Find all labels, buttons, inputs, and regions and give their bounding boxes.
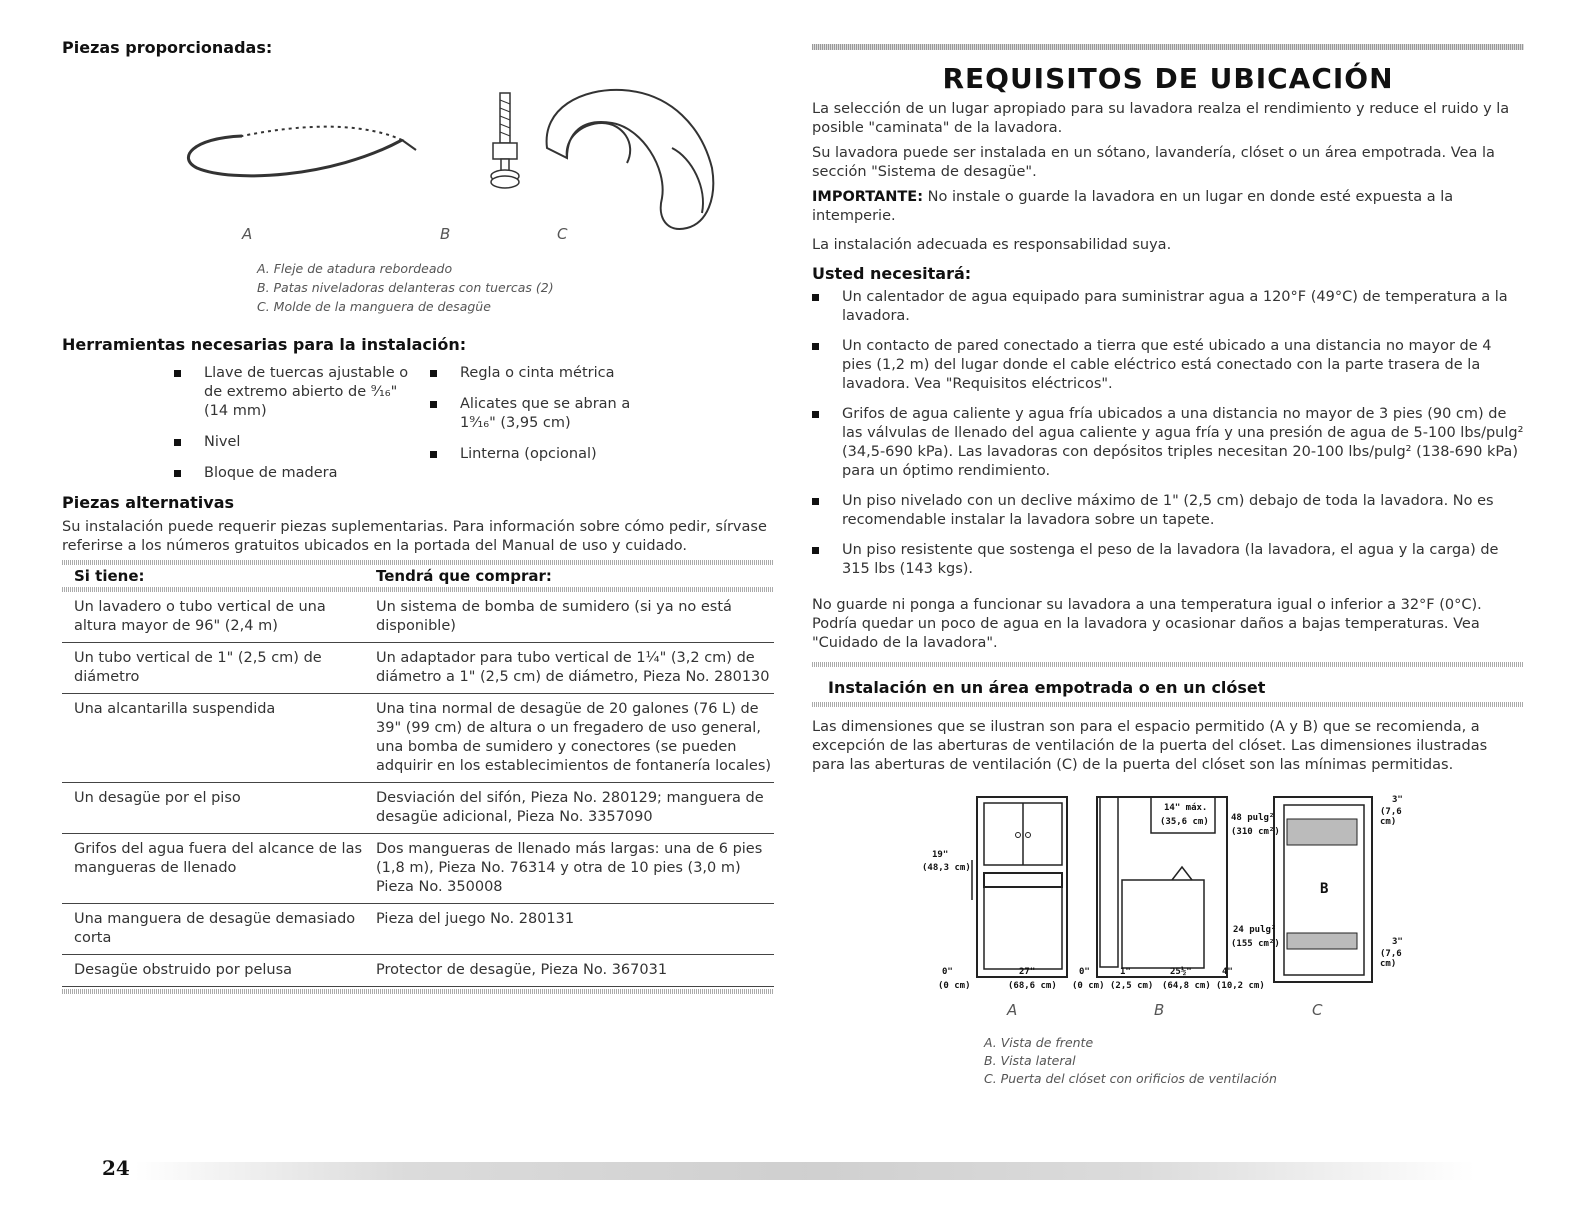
diagram-labels <box>922 785 1403 1015</box>
diagram-caption-c: C. Puerta del clóset con orificios de ventilación <box>984 1071 1277 1086</box>
table-row <box>62 834 774 904</box>
tool-item: Llave de tuercas ajustable o de extremo abierto de ⁹⁄₁₆" (14 mm) <box>174 364 409 421</box>
responsibility-text: La instalación adecuada es responsabilidad suya. <box>812 237 1172 253</box>
tools-heading: Herramientas necesarias para la instalación: <box>62 335 467 354</box>
label-b-zero-cm: (0 cm) <box>1072 981 1105 991</box>
hose-form-icon <box>547 90 714 229</box>
label-b-one: 1" <box>1120 967 1131 977</box>
table-row <box>62 904 774 955</box>
diagram-letter-b: B <box>1154 1001 1165 1019</box>
label-b-four-cm: (10,2 cm) <box>1216 981 1265 991</box>
label-c-bot-area: 24 pulg² <box>1233 925 1277 935</box>
tools-list-1 <box>174 364 409 483</box>
parts-illustration <box>172 88 732 248</box>
parts-caption-b: B. Patas niveladoras delanteras con tuercas (2) <box>257 280 554 295</box>
parts-caption-a: A. Fleje de atadura rebordeado <box>257 261 453 276</box>
cell-tendra-que-comprar: Dos mangueras de llenado más largas: una de 6 pies (1,8 m), Pieza No. 76314 y otra de 10 pies (3,0 m) Pieza No. 350008 <box>364 834 774 904</box>
label-a-height-cm: (48,3 cm) <box>922 863 971 873</box>
cell-tendra-que-comprar: Protector de desagüe, Pieza No. 367031 <box>364 955 774 987</box>
alt-parts-text: Su instalación puede requerir piezas suplementarias. Para información sobre cómo pedir, sírvase referirse a los números gratuitos ubicados en la portada del Manual de uso y cuidado. <box>62 519 767 554</box>
label-c-three-top-cm: (7,6 cm) <box>1380 807 1402 827</box>
need-heading: Usted necesitará: <box>812 264 972 283</box>
strap-icon <box>188 127 416 176</box>
diagram-caption-a: A. Vista de frente <box>984 1035 1094 1050</box>
important-label: IMPORTANTE: <box>812 189 924 205</box>
label-a-zero: 0" <box>942 967 953 977</box>
tool-item: Regla o cinta métrica <box>430 364 665 383</box>
diagram-letter-c: C <box>1312 1001 1323 1019</box>
parts-table <box>62 560 774 994</box>
need-item: Grifos de agua caliente y agua fría ubicados a una distancia no mayor de 3 pies (90 cm) de las válvulas de llenado del agua caliente y agua fría y una presión de agua de 5-100 lbs/pulg² (34,5-690 kPa). Las lavadoras con depósitos triples necesitan 20-100 lbs/pulg² (138-690 kPa) para un óptimo rendimiento. <box>812 405 1524 481</box>
parts-caption-c: C. Molde de la manguera de desagüe <box>257 299 491 314</box>
alt-parts-heading: Piezas alternativas <box>62 493 235 512</box>
cell-tendra-que-comprar: Pieza del juego No. 280131 <box>364 904 774 955</box>
table-header: Tendrá que comprar: <box>376 567 552 585</box>
need-item: Un contacto de pared conectado a tierra que esté ubicado a una distancia no mayor de 4 pies (1,2 m) del lugar donde el cable eléctrico está conectado con la parte trasera de la lavadora. Vea "Requisitos eléctricos". <box>812 337 1524 394</box>
temperature-paragraph: No guarde ni ponga a funcionar su lavadora a una temperatura igual o inferior a 32°F (0°C). Podría quedar un poco de agua en la lavadora y ocasionar daños a bajas temperaturas. Vea "Cuidado de la lavadora". <box>812 597 1482 651</box>
label-c-top-area-cm: (310 cm²) <box>1231 827 1280 837</box>
table-row <box>62 694 774 783</box>
tool-item: Bloque de madera <box>174 464 409 483</box>
part-letter-a: A <box>242 225 253 243</box>
cell-si-tiene: Desagüe obstruido por pelusa <box>62 955 364 987</box>
part-letter-c: C <box>557 225 568 243</box>
label-b-depth: 25½" <box>1170 967 1192 977</box>
table-row <box>62 592 774 643</box>
cell-tendra-que-comprar: Un sistema de bomba de sumidero (si ya no está disponible) <box>364 592 774 643</box>
cell-si-tiene: Un desagüe por el piso <box>62 783 364 834</box>
page-title: REQUISITOS DE UBICACIÓN <box>942 62 1394 95</box>
cell-si-tiene: Grifos del agua fuera del alcance de las mangueras de llenado <box>62 834 364 904</box>
label-a-zero-cm: (0 cm) <box>938 981 971 991</box>
important-text: No instale o guarde la lavadora en un lugar en donde esté expuesta a la intemperie. <box>812 189 1454 224</box>
label-c-top-area: 48 pulg² <box>1231 813 1275 823</box>
need-item: Un piso resistente que sostenga el peso de la lavadora (la lavadora, el agua y la carga) de 315 lbs (143 kgs). <box>812 541 1524 579</box>
intro-paragraph: La selección de un lugar apropiado para su lavadora realza el rendimiento y reduce el ruido y la posible "caminata" de la lavadora. <box>812 101 1510 136</box>
cell-tendra-que-comprar: Desviación del sifón, Pieza No. 280129; manguera de desagüe adicional, Pieza No. 3357090 <box>364 783 774 834</box>
label-c-b-letter: B <box>1320 881 1329 897</box>
label-b-top-cm: (35,6 cm) <box>1160 817 1209 827</box>
cell-si-tiene: Un lavadero o tubo vertical de una altura mayor de 96" (2,4 m) <box>62 592 364 643</box>
diagram-letter-a: A <box>1007 1001 1018 1019</box>
table-header: Si tiene: <box>74 567 145 585</box>
label-a-width: 27" <box>1019 967 1036 977</box>
need-item: Un piso nivelado con un declive máximo de 1" (2,5 cm) debajo de toda la lavadora. No es recomendable instalar la lavadora sobre un tapete. <box>812 492 1524 530</box>
label-c-three-top: 3" <box>1392 795 1403 805</box>
need-item: Un calentador de agua equipado para suministrar agua a 120°F (49°C) de temperatura a la lavadora. <box>812 288 1524 326</box>
label-b-one-cm: (2,5 cm) <box>1110 981 1154 991</box>
label-c-three-bot: 3" <box>1392 937 1403 947</box>
label-a-height: 19" <box>932 850 949 860</box>
label-b-four: 4" <box>1222 967 1233 977</box>
footer-band <box>135 1162 1475 1180</box>
label-b-depth-cm: (64,8 cm) <box>1162 981 1211 991</box>
parts-heading: Piezas proporcionadas: <box>62 38 273 57</box>
cell-tendra-que-comprar: Un adaptador para tubo vertical de 1¼" (3,2 cm) de diámetro a 1" (2,5 cm) de diámetro, Pieza No. 280130 <box>364 643 774 694</box>
table-row <box>62 643 774 694</box>
label-c-bot-area-cm: (155 cm²) <box>1231 939 1280 949</box>
tool-item: Linterna (opcional) <box>430 445 665 464</box>
important-paragraph <box>812 188 1524 226</box>
need-list <box>812 288 1524 579</box>
label-b-top: 14" máx. <box>1164 803 1208 813</box>
tool-item: Alicates que se abran a 1⁹⁄₁₆" (3,95 cm) <box>430 395 665 433</box>
tools-list-2 <box>430 364 665 464</box>
part-letter-b: B <box>440 225 451 243</box>
table-row <box>62 783 774 834</box>
cell-si-tiene: Un tubo vertical de 1" (2,5 cm) de diámetro <box>62 643 364 694</box>
tool-item: Nivel <box>174 433 409 452</box>
cell-si-tiene: Una manguera de desagüe demasiado corta <box>62 904 364 955</box>
location-paragraph: Su lavadora puede ser instalada en un sótano, lavandería, clóset o un área empotrada. Vea la sección "Sistema de desagüe". <box>812 145 1495 180</box>
cell-si-tiene: Una alcantarilla suspendida <box>62 694 364 783</box>
leveling-leg-icon <box>491 93 519 188</box>
table-row <box>62 955 774 987</box>
closet-heading: Instalación en un área empotrada o en un clóset <box>828 678 1266 697</box>
diagram-caption-b: B. Vista lateral <box>984 1053 1076 1068</box>
label-b-zero: 0" <box>1079 967 1090 977</box>
cell-tendra-que-comprar: Una tina normal de desagüe de 20 galones (76 L) de 39" (99 cm) de altura o un fregadero de uso general, una bomba de sumidero y conectores (se pueden adquirir en los establecimientos de fontanería locales) <box>364 694 774 783</box>
page-number: 24 <box>102 1156 130 1180</box>
closet-paragraph: Las dimensiones que se ilustran son para el espacio permitido (A y B) que se recomienda, a excepción de las aberturas de ventilación de la puerta del clóset. Las dimensiones ilustradas para las aberturas de ventilación (C) de la puerta del clóset son las mínimas permitidas. <box>812 719 1488 773</box>
label-c-three-bot-cm: (7,6 cm) <box>1380 949 1402 969</box>
label-a-width-cm: (68,6 cm) <box>1008 981 1057 991</box>
